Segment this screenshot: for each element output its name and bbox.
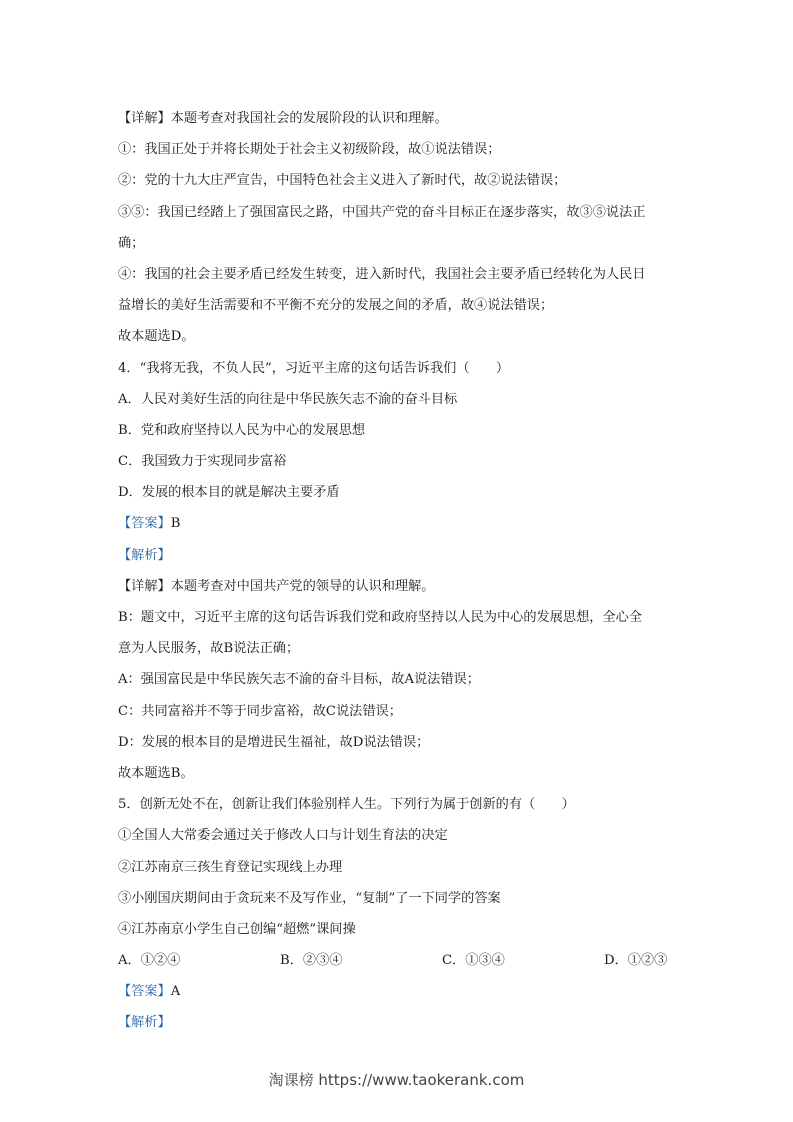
analysis-line: D：发展的根本目的是增进民生福祉，故D说法错误； <box>118 734 430 750</box>
detail-tag: 【详解】 <box>118 578 171 594</box>
analysis-line: 益增长的美好生活需要和不平衡不充分的发展之间的矛盾，故④说法错误； <box>118 298 554 314</box>
question-4-option-a: A．人民对美好生活的向往是中华民族矢志不渝的奋斗目标 <box>118 391 458 407</box>
question-5-statement: ①全国人大常委会通过关于修改人口与计划生育法的决定 <box>118 828 448 844</box>
question-4-answer <box>118 508 678 539</box>
detail-text: 本题考查对中国共产党的领导的认识和理解。 <box>170 578 435 594</box>
analysis-line: 故本题选D。 <box>118 329 195 345</box>
document-body <box>118 103 678 1039</box>
question-5-option-d: D．①②③ <box>604 953 668 969</box>
question-4-option-c: C．我国致力于实现同步富裕 <box>118 454 287 470</box>
question-5-statement: ④江苏南京小学生自己创编“超燃”课间操 <box>118 921 356 937</box>
analysis-line <box>118 103 678 134</box>
question-5-option-a: A．①②④ <box>118 953 181 969</box>
question-4-analysis-heading <box>118 540 678 571</box>
detail-tag: 【详解】 <box>118 111 171 126</box>
question-5-analysis-heading <box>118 1007 678 1038</box>
analysis-line: 确； <box>118 235 145 251</box>
question-5-statement: ③小刚国庆期间由于贪玩来不及写作业，“复制”了一下同学的答案 <box>118 890 501 906</box>
analysis-line: 意为人民服务，故B说法正确； <box>118 641 300 657</box>
analysis-tag: 【解析】 <box>118 547 171 563</box>
analysis-line: ④：我国的社会主要矛盾已经发生转变，进入新时代，我国社会主要矛盾已经转化为人民日 <box>118 266 646 282</box>
site-footer-watermark: 淘课榜 https://www.taokerank.com <box>268 1071 525 1089</box>
question-5-option-c: C．①③④ <box>442 953 505 969</box>
detail-text: 本题考查对我国社会的发展阶段的认识和理解。 <box>170 111 448 126</box>
question-5-statement: ②江苏南京三孩生育登记实现线上办理 <box>118 859 343 875</box>
question-4-option-b: B．党和政府坚持以人民为中心的发展思想 <box>118 422 366 438</box>
question-4-detail <box>118 571 678 602</box>
analysis-line: ①：我国正处于并将长期处于社会主义初级阶段，故①说法错误； <box>118 142 501 158</box>
question-5-options <box>118 945 678 976</box>
answer-value: B <box>170 516 181 532</box>
question-4-stem: 4．“我将无我，不负人民”，习近平主席的这句话告诉我们（ ） <box>118 360 510 376</box>
analysis-line: B：题文中，习近平主席的这句话告诉我们党和政府坚持以人民为中心的发展思想，全心全 <box>118 610 642 625</box>
question-5-answer <box>118 976 678 1007</box>
answer-value: A <box>170 984 181 1000</box>
answer-tag: 【答案】 <box>118 516 171 532</box>
analysis-tag: 【解析】 <box>118 1015 171 1031</box>
analysis-line: A：强国富民是中华民族矢志不渝的奋斗目标，故A说法错误； <box>118 672 480 688</box>
question-4-option-d: D．发展的根本目的就是解决主要矛盾 <box>118 485 340 501</box>
question-5-stem: 5．创新无处不在，创新让我们体验别样人生。下列行为属于创新的有（ ） <box>118 797 575 813</box>
analysis-line: ③⑤：我国已经踏上了强国富民之路，中国共产党的奋斗目标正在逐步落实，故③⑤说法正 <box>118 204 646 220</box>
analysis-line: 故本题选B。 <box>118 765 194 781</box>
analysis-line: ②：党的十九大庄严宣告，中国特色社会主义进入了新时代，故②说法错误； <box>118 173 567 189</box>
analysis-line: C：共同富裕并不等于同步富裕，故C说法错误； <box>118 703 402 719</box>
answer-tag: 【答案】 <box>118 984 171 1000</box>
question-5-option-b: B．②③④ <box>280 953 343 969</box>
